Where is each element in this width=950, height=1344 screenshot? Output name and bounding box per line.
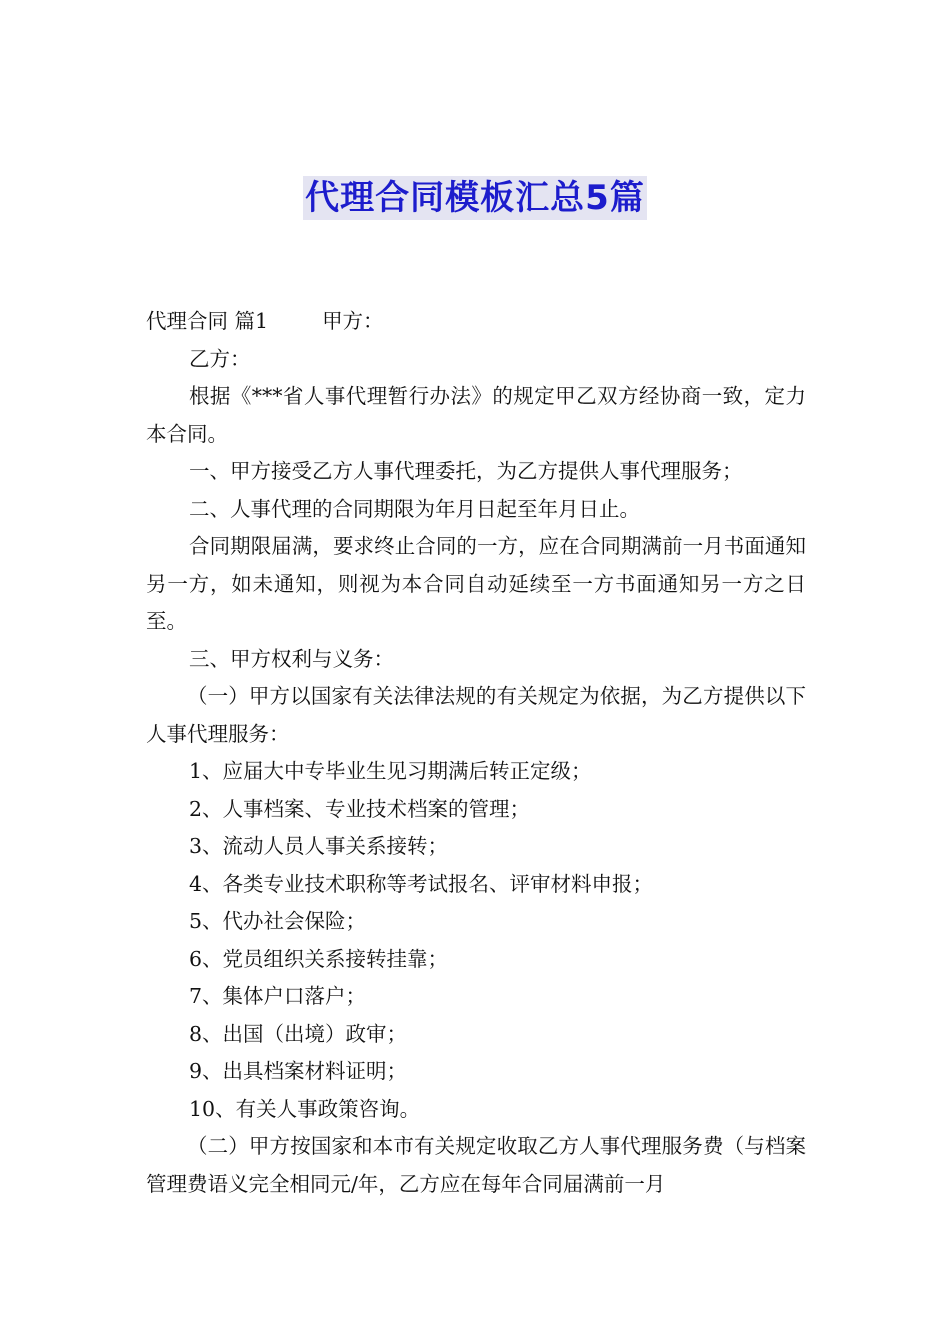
paragraph-term-expiry: 合同期限届满，要求终止合同的一方，应在合同期满前一月书面通知另一方，如未通知，则视为本合同自动延续至一方书面通知另一方之日至。 (146, 534, 806, 633)
list-item-7: 7、集体户口落户； (189, 984, 367, 1008)
list-item-8: 8、出国（出境）政审； (189, 1021, 408, 1046)
title-container (0, 176, 950, 220)
section-heading: 代理合同 篇1 (146, 309, 269, 333)
paragraph-sub-1: （一）甲方以国家有关法律法规的有关规定为依据，为乙方提供以下人事代理服务： (146, 684, 806, 746)
section-heading-line (146, 303, 806, 341)
party-a-label: 甲方： (322, 309, 384, 333)
paragraph-sub-2: （二）甲方按国家和本市有关规定收取乙方人事代理服务费（与档案管理费语义完全相同元/年，乙方应在每年合同届满前一月 (146, 1134, 806, 1196)
paragraph-preamble: 根据《***省人事代理暂行办法》的规定甲乙双方经协商一致，定力本合同。 (146, 384, 806, 446)
list-item-9: 9、出具档案材料证明； (189, 1059, 408, 1083)
paragraph-clause-1: 一、甲方接受乙方人事代理委托，为乙方提供人事代理服务； (189, 459, 743, 483)
paragraph-clause-3: 三、甲方权利与义务： (189, 646, 394, 671)
paragraph-party-b: 乙方： (189, 346, 251, 371)
document-body (146, 303, 806, 1203)
list-item-5: 5、代办社会保险； (189, 909, 367, 933)
paragraph-clause-2: 二、人事代理的合同期限为年月日起至年月日止。 (189, 496, 640, 521)
list-item-1: 1、应届大中专毕业生见习期满后转正定级； (189, 759, 592, 783)
list-item-6: 6、党员组织关系接转挂靠； (189, 946, 449, 971)
list-item-4: 4、各类专业技术职称等考试报名、评审材料申报； (189, 871, 654, 896)
list-item-10: 10、有关人事政策咨询。 (189, 1096, 421, 1121)
document-title: 代理合同模板汇总5篇 (305, 178, 645, 218)
list-item-3: 3、流动人员人事关系接转； (189, 834, 449, 858)
list-item-2: 2、人事档案、专业技术档案的管理； (189, 796, 531, 821)
